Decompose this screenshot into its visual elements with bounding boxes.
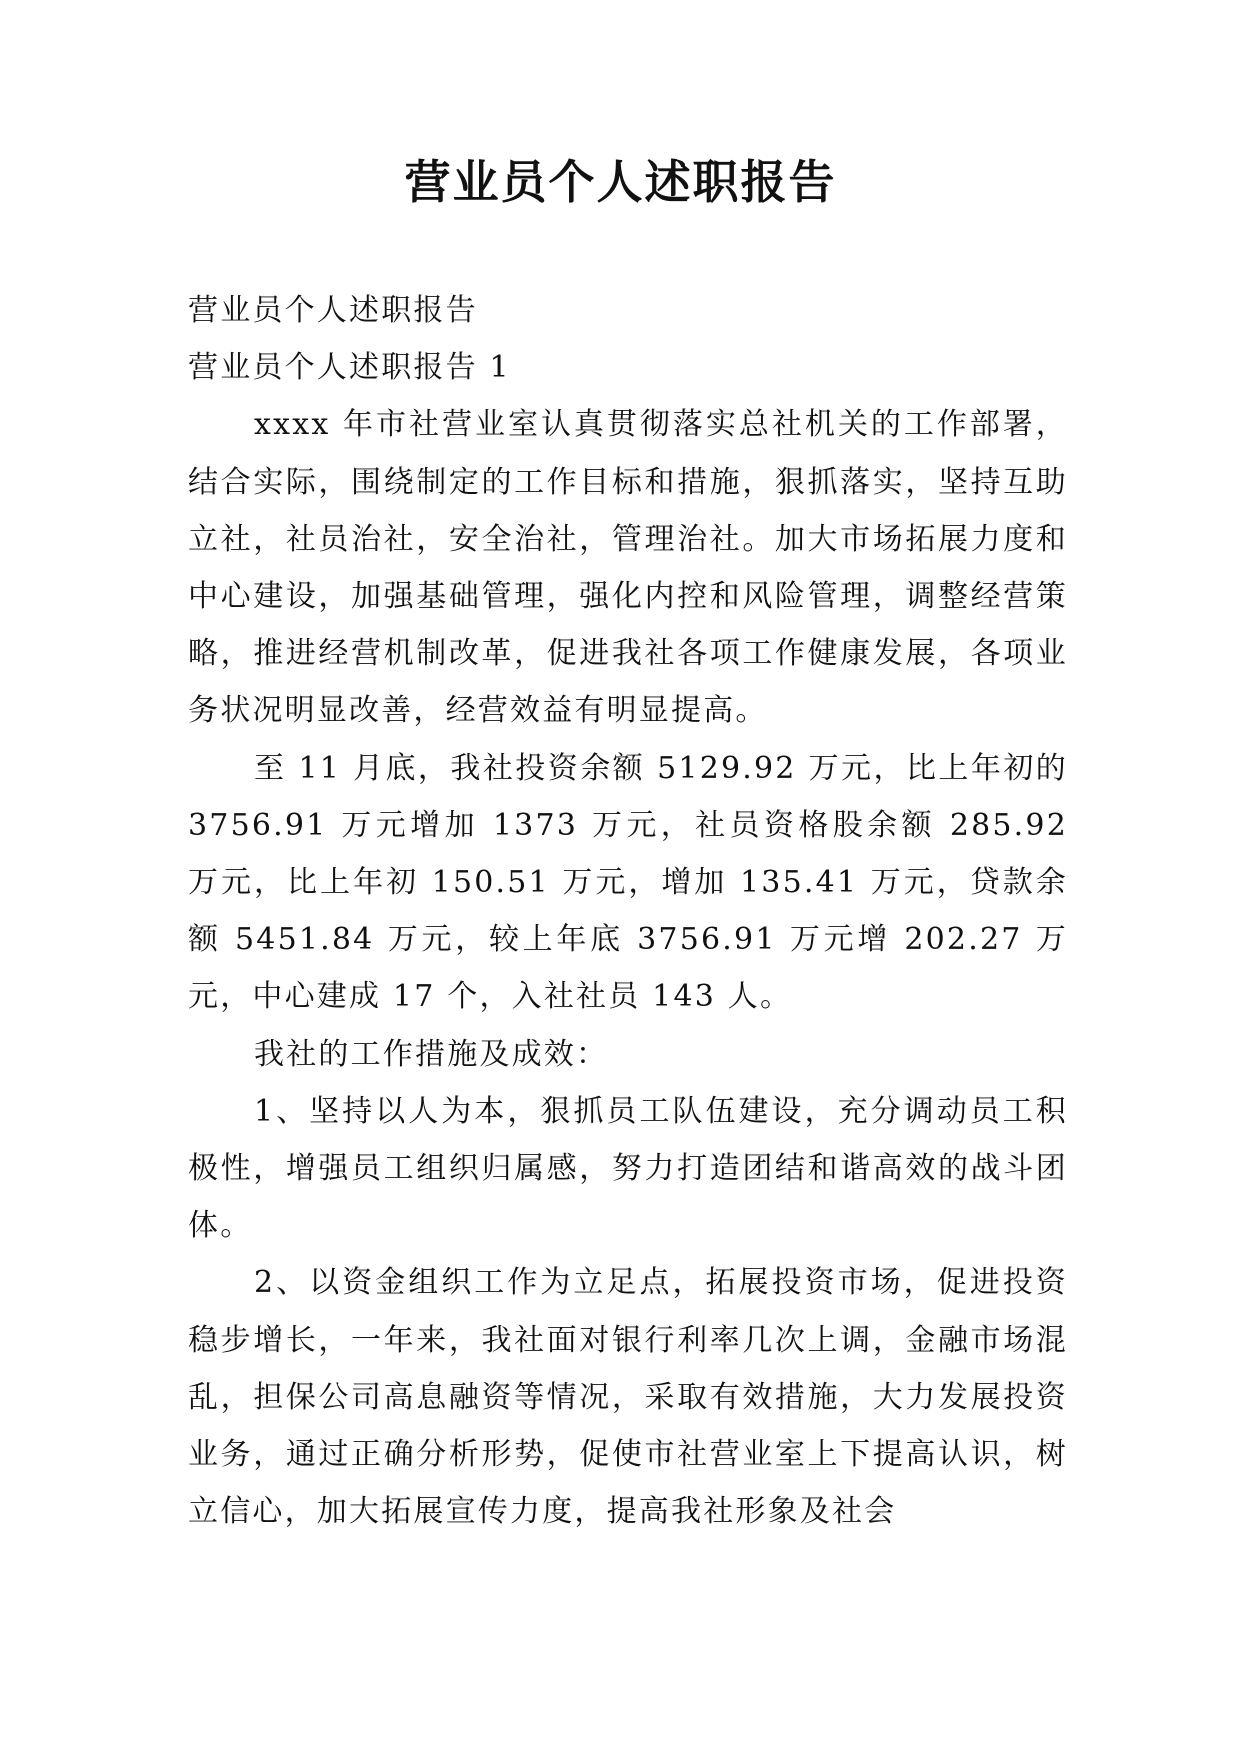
paragraph: 2、以资金组织工作为立足点，拓展投资市场，促进投资稳步增长，一年来，我社面对银行利率几次上调，金融市场混乱，担保公司高息融资等情况，采取有效措施，大力发展投资业务，通过正确分析形势，促使市社营业室上下提高认识，树立信心，加大拓展宣传力度，提高我社形象及社会 bbox=[188, 1265, 1068, 1530]
paragraph-subheading: 营业员个人述职报告 1 bbox=[188, 350, 511, 386]
paragraph-heading: 营业员个人述职报告 bbox=[188, 293, 478, 328]
paragraph: xxxx 年市社营业室认真贯彻落实总社机关的工作部署，结合实际，围绕制定的工作目标和措施，狠抓落实，坚持互助立社，社员治社，安全治社，管理治社。加大市场拓展力度和中心建设，加强基础管理，强化内控和风险管理，调整经营策略，推进经营机制改革，促进我社各项工作健康发展，各项业务状况明显改善，经营效益有明显提高。 bbox=[188, 407, 1068, 729]
document-body bbox=[188, 282, 1068, 1540]
document-title: 营业员个人述职报告 bbox=[404, 155, 837, 209]
paragraph: 1、坚持以人为本，狠抓员工队伍建设，充分调动员工积极性，增强员工组织归属感，努力打造团结和谐高效的战斗团体。 bbox=[188, 1093, 1068, 1244]
paragraph: 我社的工作措施及成效： bbox=[254, 1036, 609, 1072]
paragraph: 至 11 月底，我社投资余额 5129.92 万元，比上年初的 3756.91 万元增加 1373 万元，社员资格股余额 285.92 万元，比上年初 150.51 万元，增加 135.41 万元，贷款余额 5451.84 万元，较上年底 3756.91 万元增 202.27 万元，中心建成 17 个，入社社员 143 人。 bbox=[188, 750, 1068, 1015]
